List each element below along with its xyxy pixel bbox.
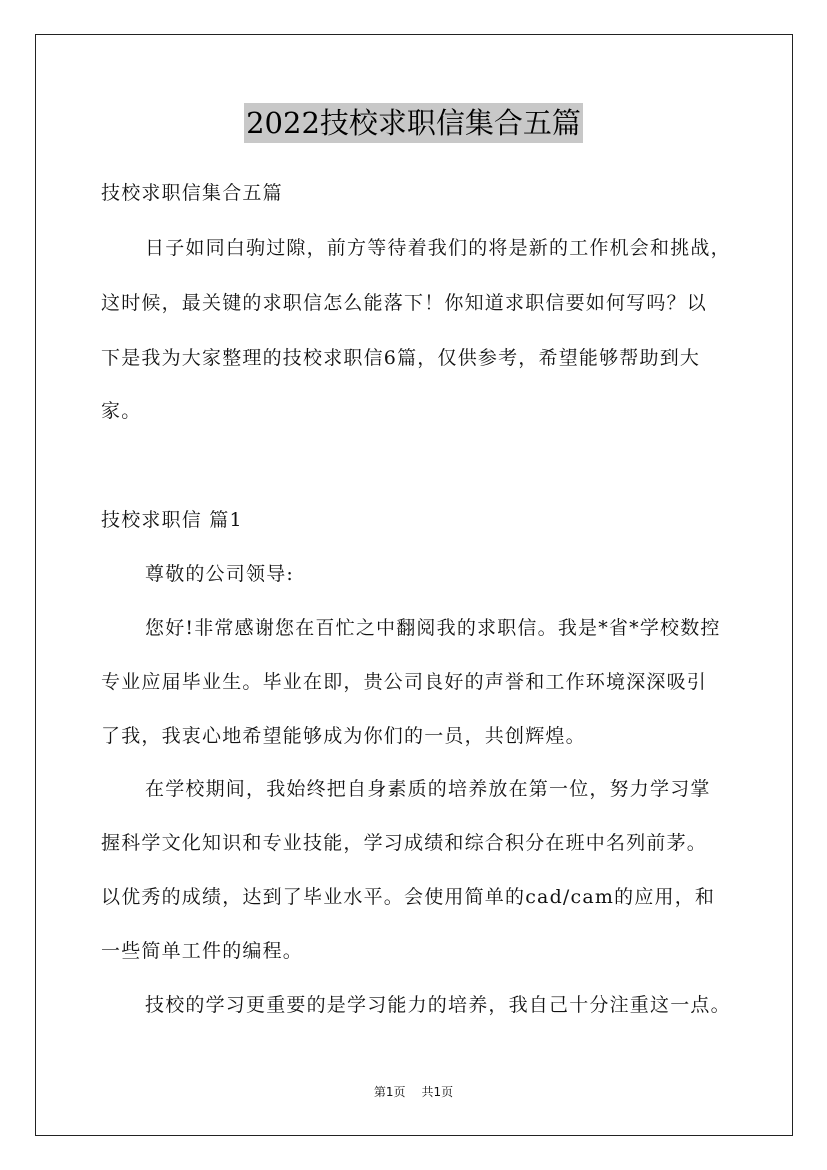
para2-line-1: 在学校期间，我始终把自身素质的培养放在第一位，努力学习掌 — [145, 778, 711, 800]
subtitle: 技校求职信集合五篇 — [101, 182, 283, 204]
para3-line-1: 技校的学习更重要的是学习能力的培养，我自己十分注重这一点。 — [145, 994, 731, 1016]
page-total: 共1页 — [421, 1085, 454, 1099]
para1-line-3: 了我，我衷心地希望能够成为你们的一员，共创辉煌。 — [101, 725, 586, 747]
para2-line-4: 一些简单工件的编程。 — [101, 940, 304, 962]
title-wrap — [0, 103, 827, 143]
page-footer — [0, 1083, 827, 1100]
page-number: 第1页 — [373, 1085, 406, 1099]
document-title: 2022技校求职信集合五篇 — [244, 103, 583, 143]
section-heading: 技校求职信 篇1 — [101, 509, 243, 531]
intro-line-2: 这时候，最关键的求职信怎么能落下！你知道求职信要如何写吗？以 — [101, 292, 708, 314]
para1-line-1: 您好!非常感谢您在百忙之中翻阅我的求职信。我是*省*学校数控 — [145, 617, 721, 639]
para2-line-3: 以优秀的成绩，达到了毕业水平。会使用简单的cad/cam的应用，和 — [101, 886, 716, 908]
para1-line-2: 专业应届毕业生。毕业在即，贵公司良好的声誉和工作环境深深吸引 — [101, 671, 708, 693]
intro-line-3: 下是我为大家整理的技校求职信6篇，仅供参考，希望能够帮助到大 — [101, 347, 701, 369]
intro-line-1: 日子如同白驹过隙，前方等待着我们的将是新的工作机会和挑战， — [145, 237, 731, 259]
salutation: 尊敬的公司领导: — [145, 563, 295, 585]
para2-line-2: 握科学文化知识和专业技能，学习成绩和综合积分在班中名列前茅。 — [101, 832, 708, 854]
intro-line-4: 家。 — [101, 400, 142, 422]
